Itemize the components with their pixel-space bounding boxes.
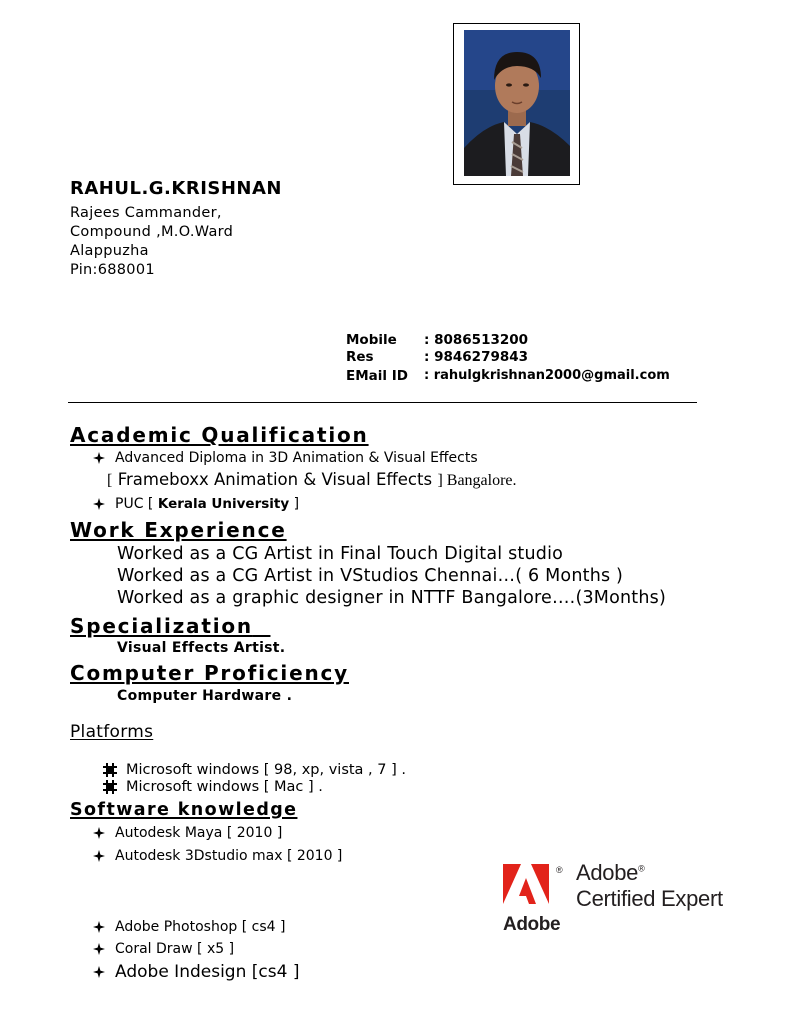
platform-item: Microsoft windows [ 98, xp, vista , 7 ] . (126, 762, 406, 778)
specialization-heading: Specialization (70, 614, 253, 638)
mobile-label: Mobile (346, 332, 397, 348)
work-line: Worked as a CG Artist in VStudios Chennai…( 6 Months ) (117, 566, 624, 586)
address-line: Rajees Cammander, (70, 205, 222, 221)
address-line: Alappuzha (70, 243, 149, 259)
academic-institute-line (107, 470, 517, 490)
work-heading: Work Experience (70, 518, 287, 542)
email-label: EMail ID (346, 368, 408, 384)
bracket-open: [ (107, 472, 113, 489)
list-item (93, 919, 285, 935)
hash-bullet-icon (103, 763, 117, 777)
diamond-bullet-icon (93, 966, 105, 978)
candidate-name: RAHUL.G.KRISHNAN (70, 178, 282, 199)
header-divider (68, 402, 697, 403)
work-line: Worked as a graphic designer in NTTF Bangalore….(3Months) (117, 588, 666, 608)
adobe-a-icon (503, 864, 563, 912)
academic-item-1: Advanced Diploma in 3D Animation & Visual Effects (115, 450, 478, 466)
list-item (93, 450, 478, 466)
list-item (93, 941, 234, 957)
computer-value: Computer Hardware . (117, 688, 293, 704)
diamond-bullet-icon (93, 452, 105, 464)
diamond-bullet-icon (93, 498, 105, 510)
diamond-bullet-icon (93, 827, 105, 839)
software-item: Adobe Photoshop [ cs4 ] (115, 919, 286, 935)
diamond-bullet-icon (93, 943, 105, 955)
res-value: : 9846279843 (424, 349, 529, 365)
adobe-badge-line2: Certified Expert (576, 886, 723, 911)
diamond-bullet-icon (93, 850, 105, 862)
puc-prefix: PUC [ (115, 496, 154, 512)
puc-board: Kerala University (157, 496, 290, 512)
email-value: : rahulgkrishnan2000@gmail.com (424, 368, 670, 383)
puc-suffix: ] (293, 496, 300, 512)
bracket-close: ] Bangalore. (437, 472, 517, 489)
svg-text:®: ® (556, 865, 563, 875)
platform-item: Microsoft windows [ Mac ] . (126, 779, 323, 795)
computer-heading: Computer Proficiency (70, 661, 349, 685)
specialization-value: Visual Effects Artist. (117, 640, 286, 656)
address-line: Pin:688001 (70, 262, 155, 278)
adobe-logo (503, 864, 563, 916)
software-item: Autodesk Maya [ 2010 ] (115, 825, 283, 841)
software-item: Adobe Indesign [cs4 ] (115, 962, 300, 982)
res-label: Res (346, 349, 374, 365)
software-item: Coral Draw [ x5 ] (115, 941, 235, 957)
mobile-value: : 8086513200 (424, 332, 529, 348)
hash-bullet-icon (103, 780, 117, 794)
list-item (93, 962, 299, 982)
address-line: Compound ,M.O.Ward (70, 224, 234, 240)
platforms-heading: Platforms (70, 722, 154, 742)
list-item (103, 762, 406, 778)
profile-photo-frame (453, 23, 580, 185)
list-item (93, 496, 299, 512)
list-item (103, 779, 323, 795)
list-item (93, 825, 282, 841)
adobe-badge-line1: Adobe® (576, 860, 645, 885)
work-line: Worked as a CG Artist in Final Touch Digital studio (117, 544, 564, 564)
profile-photo (464, 30, 570, 176)
diamond-bullet-icon (93, 921, 105, 933)
list-item (93, 848, 342, 864)
academic-institute: Frameboxx Animation & Visual Effects (117, 470, 433, 489)
software-item: Autodesk 3Dstudio max [ 2010 ] (115, 848, 343, 864)
software-heading: Software knowledge (70, 800, 298, 820)
adobe-wordmark: Adobe (503, 914, 561, 935)
academic-heading: Academic Qualification (70, 423, 369, 447)
